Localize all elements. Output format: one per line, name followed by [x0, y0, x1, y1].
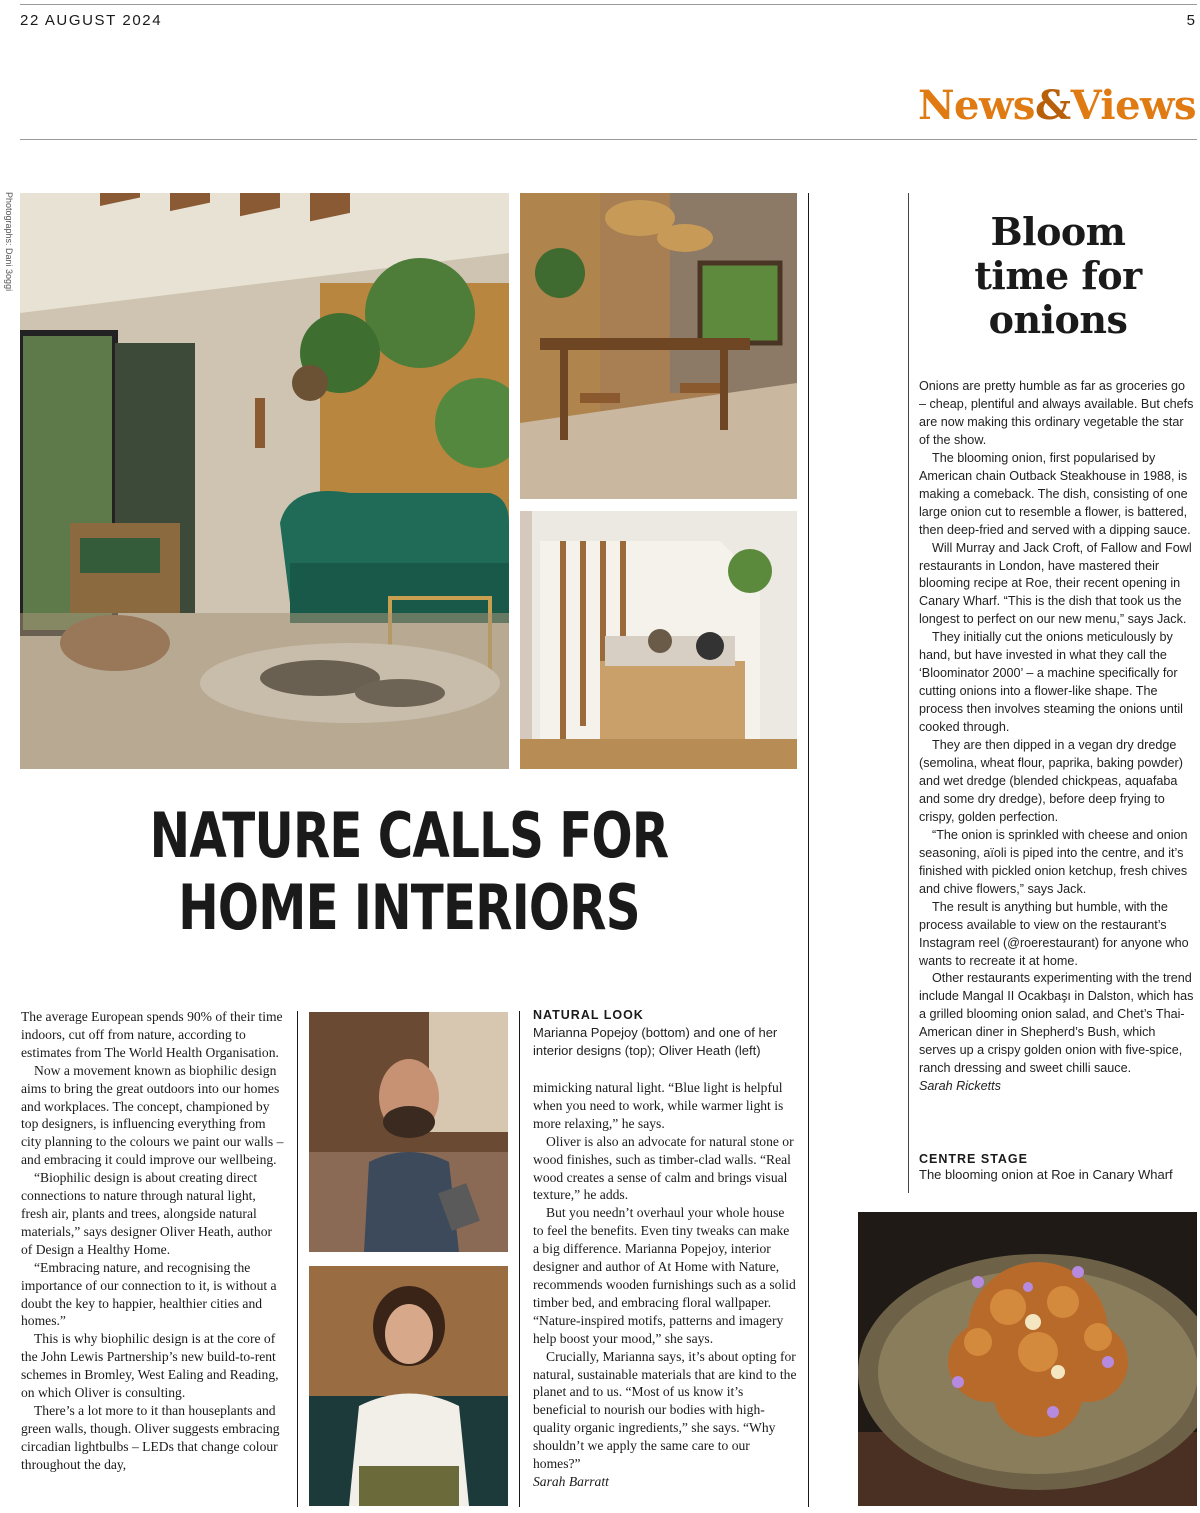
caption-title: NATURAL LOOK [533, 1008, 644, 1022]
headline-line-1: NATURE CALLS FOR [149, 799, 669, 872]
paragraph: They initially cut the onions meticulously by hand, but have invested in what they call the ‘Bloominator 2000’ – a machine specifically for cutting onions into a flower-like shape. The process then involves steaming the onions until cooked through. [919, 630, 1183, 735]
top-rule [20, 4, 1197, 5]
photo-credit: Photographs: Dani 3oggi [4, 192, 14, 292]
blooming-onion-photo [858, 1212, 1197, 1506]
paragraph: Other restaurants experimenting with the trend include Mangal II Ocakbaşı in Dalston, which has a grilled blooming onion salad, and Chet’s Thai-American diner in Shepherd’s Bush, which serves up a crispy golden onion with five-spice, ranch dressing and sweet chilli sauce. [919, 971, 1194, 1076]
sidebar-headline-line: onions [988, 297, 1128, 342]
paragraph: “Embracing nature, and recognising the importance of our connection to it, is without a doubt the key to happier, healthier cities and homes.” [21, 1259, 277, 1329]
header-rule [20, 139, 1197, 140]
paragraph: Will Murray and Jack Croft, of Fallow and Fowl restaurants in London, have mastered their blooming recipe at Roe, their recent opening in Canary Wharf. “This is the dish that took us the longest to perfect on our new menu,” says Jack. [919, 540, 1192, 627]
paragraph: Now a movement known as biophilic design aims to bring the great outdoors into our homes and workplaces. The concept, championed by top designers, is influencing everything from city planning to the colours we paint our walls – and embracing it could improve our wellbeing. [21, 1062, 284, 1168]
paragraph: mimicking natural light. “Blue light is helpful when you need to work, while warmer light is more relaxing,” he says. [533, 1080, 784, 1131]
paragraph: Onions are pretty humble as far as groceries go – cheap, plentiful and always available. But chefs are now making this ordinary vegetable the star of the show. [919, 379, 1194, 447]
paragraph: Oliver is also an advocate for natural stone or wood finishes, such as timber-clad walls. “Real wood creates a sense of calm and brings visual texture,” he adds. [533, 1133, 794, 1203]
article-column-3 [533, 1079, 798, 1491]
caption-title: CENTRE STAGE [919, 1152, 1028, 1166]
byline: Sarah Ricketts [919, 1079, 1001, 1094]
paragraph: “Biophilic design is about creating direct connections to nature through natural light, fresh air, plants and trees, alongside natural materials,” says designer Oliver Heath, author of Design a Healthy Home. [21, 1170, 273, 1257]
paragraph: There’s a lot more to it than houseplants and green walls, though. Oliver suggests embracing circadian lightbulbs – LEDs that change colour throughout the day, [21, 1402, 280, 1472]
natural-look-caption [533, 1008, 798, 1060]
masthead-news: News [917, 82, 1035, 129]
oliver-heath-portrait [309, 1012, 508, 1252]
paragraph: This is why biophilic design is at the core of the John Lewis Partnership’s new build-to-rent schemes in Bromley, West Ealing and Reading, on which Oliver is consulting. [21, 1331, 279, 1401]
caption-text: The blooming onion at Roe in Canary Wharf [919, 1167, 1173, 1182]
column-divider [297, 1011, 298, 1507]
section-masthead [918, 82, 1196, 129]
sidebar-article [919, 378, 1194, 1096]
column-divider [519, 1011, 520, 1507]
paragraph: “The onion is sprinkled with cheese and onion seasoning, aïoli is piped into the centre, and it’s finished with pickled onion ketchup, fresh chives and chive flowers,” says Jack. [919, 827, 1188, 896]
dining-room-photo [520, 193, 797, 499]
sidebar-inner-rule [908, 193, 909, 1193]
centre-stage-caption [919, 1152, 1194, 1184]
paragraph: They are then dipped in a vegan dry dredge (semolina, wheat flour, paprika, baking powder) and wet dredge (blended chickpeas, aquafaba and some dry dredge), before deep frying to crispy, golden perfection. [919, 738, 1183, 824]
sidebar-headline-line: Bloom [990, 209, 1126, 254]
living-room-photo [20, 193, 509, 769]
paragraph: The blooming onion, first popularised by American chain Outback Steakhouse in 1988, is making a comeback. The dish, consisting of one large onion cut to resemble a flower, is battered, then deep-fried and served with a dipping sauce. [919, 450, 1191, 537]
masthead-ampersand: & [1034, 82, 1071, 129]
paragraph: The result is anything but humble, with the process available to view on the restaurant’s Instagram reel (@roerestaurant) for anyone who wants to recreate it at home. [919, 899, 1189, 968]
masthead-views: Views [1070, 82, 1196, 129]
paragraph: Crucially, Marianna says, it’s about opting for natural, sustainable materials that are kind to the planet and to us. “Most of us know it’s beneficial to nourish our bodies with high-quality organic ingredients,” she says. “Why shouldn’t we apply the same care to our homes?” [533, 1348, 797, 1472]
headline-line-2: HOME INTERIORS [178, 871, 640, 944]
paragraph: But you needn’t overhaul your whole house to feel the benefits. Even tiny tweaks can make a big difference. Marianna Popejoy, interior designer and author of At Home with Nature, recommends wooden furnishings such as a solid timber bed, and embracing floral wallpaper. “Nature-inspired motifs, patterns and imagery help boost your mood,” she says. [533, 1205, 796, 1346]
paragraph: The average European spends 90% of their time indoors, cut off from nature, according to estimates from The World Health Organisation. [21, 1009, 283, 1060]
byline: Sarah Barratt [533, 1473, 609, 1489]
sidebar-headline-line: time for [974, 253, 1142, 298]
headline [106, 800, 713, 944]
sidebar-headline [918, 210, 1198, 342]
article-column-1 [21, 1008, 285, 1474]
page-number: 5 [1186, 12, 1195, 29]
sidebar-divider [808, 193, 809, 1507]
marianna-popejoy-portrait [309, 1266, 508, 1506]
issue-date: 22 AUGUST 2024 [20, 12, 163, 29]
caption-text: Marianna Popejoy (bottom) and one of her interior designs (top); Oliver Heath (left) [533, 1025, 778, 1058]
staircase-nook-photo [520, 511, 797, 769]
